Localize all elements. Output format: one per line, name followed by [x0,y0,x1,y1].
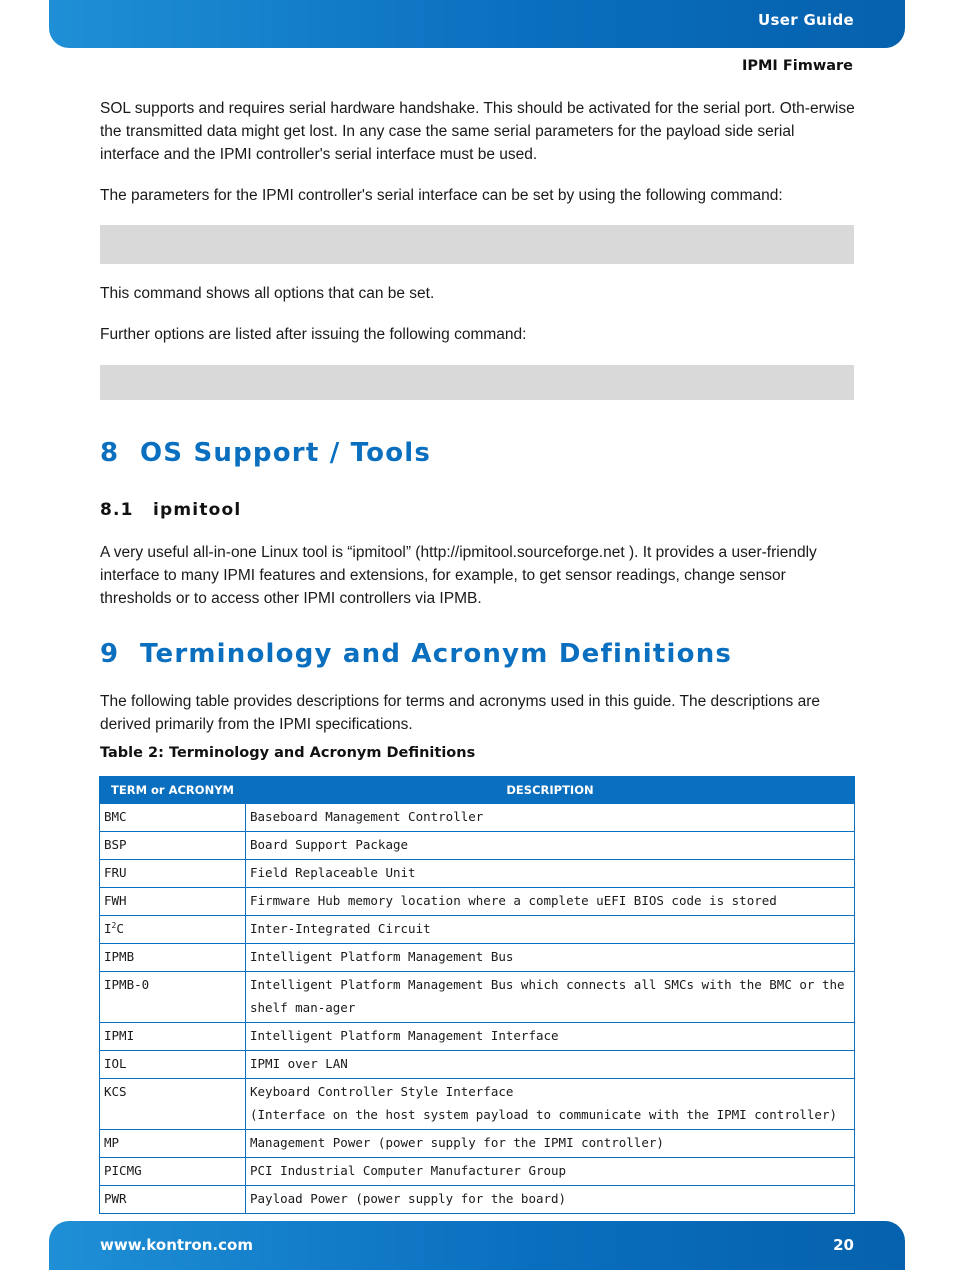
term-cell: BSP [100,832,246,860]
table-row [100,860,855,888]
intro-paragraph-4: Further options are listed after issuing the following command: [100,326,527,343]
description-cell: Management Power (power supply for the IPMI controller) [246,1130,855,1158]
footer-bar [49,1221,905,1270]
description-line: Keyboard Controller Style Interface [250,1084,514,1099]
running-section-title: IPMI Fimware [741,58,853,74]
section-8-title: OS Support / Tools [140,438,432,468]
table-row [100,832,855,860]
term-cell: PWR [100,1186,246,1214]
footer-url-link[interactable]: www.kontron.com [100,1236,253,1254]
terminology-paragraph: The following table provides descriptions for terms and acronyms used in this guide. The descriptions are derived primarily from the IPMI specifications. [100,693,820,733]
intro-paragraph-2: The parameters for the IPMI controller's serial interface can be set by using the following command: [100,187,783,204]
description-cell: Payload Power (power supply for the board) [246,1186,855,1214]
term-cell: FWH [100,888,246,916]
table-row [100,916,855,944]
section-8-heading [100,438,431,468]
description-cell: Inter-Integrated Circuit [246,916,855,944]
description-cell: Intelligent Platform Management Bus [246,944,855,972]
term-cell: IPMB [100,944,246,972]
header-bar [49,0,905,48]
description-cell: Intelligent Platform Management Bus which connects all SMCs with the BMC or the shelf man-ager [246,972,855,1023]
subsection-8-1-heading [100,500,241,520]
intro-paragraph-1: SOL supports and requires serial hardware handshake. This should be activated for the serial port. Oth-erwise the transmitted data might get lost. In any case the same serial parameters for the payload side serial interface and the IPMI controller's serial interface must be used. [100,100,855,163]
column-header-description: DESCRIPTION [246,777,855,804]
section-9-heading [100,639,732,669]
term-cell: MP [100,1130,246,1158]
table-row [100,1023,855,1051]
subsection-8-1-number: 8.1 [100,500,134,520]
description-cell: Firmware Hub memory location where a complete uEFI BIOS code is stored [246,888,855,916]
term-cell [100,916,246,944]
table-row [100,1158,855,1186]
term-cell: BMC [100,804,246,832]
term-cell: KCS [100,1079,246,1130]
section-9-number: 9 [100,639,120,669]
section-9-title: Terminology and Acronym Definitions [140,639,733,669]
table-row [100,1130,855,1158]
page-number: 20 [833,1236,854,1254]
table-row [100,972,855,1023]
description-line: (Interface on the host system payload to communicate with the IPMI controller) [250,1107,837,1122]
column-header-term: TERM or ACRONYM [100,777,246,804]
command-box-1 [100,225,854,264]
description-cell: Board Support Package [246,832,855,860]
table-header-row [100,777,855,804]
ipmitool-paragraph: A very useful all-in-one Linux tool is “ipmitool” (http://ipmitool.sourceforge.net ). It provides a user-friendly interface to many IPMI features and extensions, for example, to get sensor readings, change sensor thresholds or to access other IPMI controllers via IPMB. [100,544,817,607]
intro-paragraph-3: This command shows all options that can be set. [100,285,435,302]
term-cell: FRU [100,860,246,888]
term-cell: PICMG [100,1158,246,1186]
command-box-2 [100,365,854,400]
table-row [100,1079,855,1130]
term-text: C [116,921,124,936]
table-row [100,888,855,916]
description-cell: PCI Industrial Computer Manufacturer Group [246,1158,855,1186]
description-cell: Baseboard Management Controller [246,804,855,832]
table-row [100,1186,855,1214]
term-cell: IPMB-0 [100,972,246,1023]
table-row [100,1051,855,1079]
description-cell: Intelligent Platform Management Interface [246,1023,855,1051]
description-cell: Field Replaceable Unit [246,860,855,888]
term-cell: IPMI [100,1023,246,1051]
subsection-8-1-title: ipmitool [153,500,242,520]
description-cell: IPMI over LAN [246,1051,855,1079]
table-row [100,804,855,832]
term-cell: IOL [100,1051,246,1079]
terminology-table [99,776,855,1214]
section-8-number: 8 [100,438,120,468]
term-text: I [104,921,112,936]
term-superscript: 2 [111,920,117,930]
table-caption: Table 2: Terminology and Acronym Definitions [100,745,476,761]
document-title: User Guide [758,11,854,29]
table-row [100,944,855,972]
description-cell [246,1079,855,1130]
